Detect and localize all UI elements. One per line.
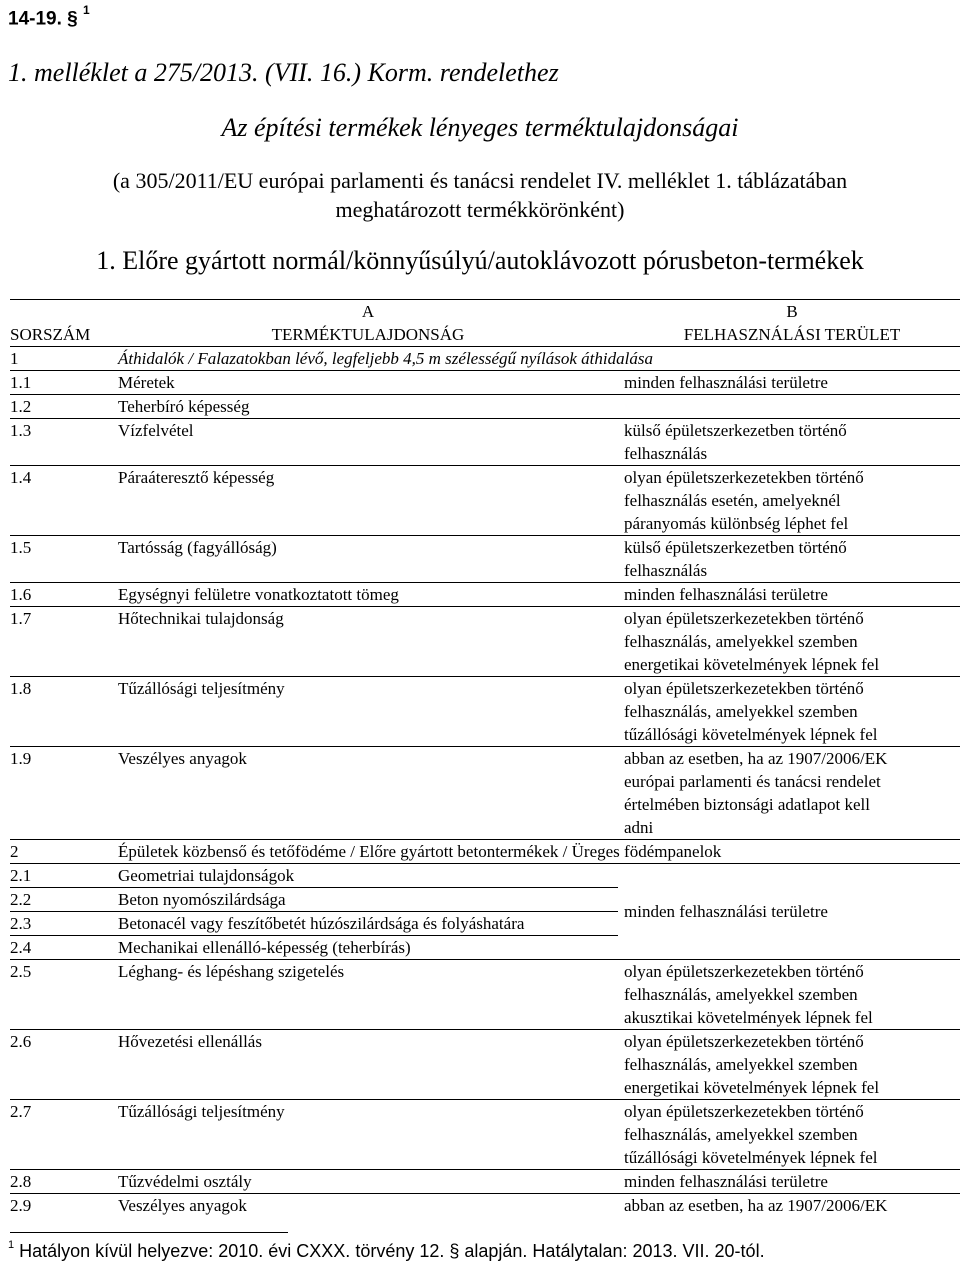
footnote-ref[interactable]: 1 <box>83 3 90 17</box>
row-number: 2.7 <box>10 1100 118 1170</box>
row-property: Méretek <box>118 371 618 395</box>
table-row <box>10 1194 960 1218</box>
section-number: 14-19. § $^1$ <box>8 3 90 30</box>
row-property: Geometriai tulajdonságok <box>118 864 618 888</box>
row-use: minden felhasználási területre <box>618 1170 960 1194</box>
row-property: Veszélyes anyagok <box>118 747 618 840</box>
row-number: 1.6 <box>10 583 118 607</box>
row-property: Teherbíró képesség <box>118 395 618 419</box>
row-use: abban az esetben, ha az 1907/2006/EK <box>618 1194 960 1218</box>
table-row <box>10 960 960 1030</box>
footnote <box>8 1241 765 1262</box>
row-use: olyan épületszerkezetekben történő felhasználás, amelyekkel szemben tűzállósági követelmények lépnek fel <box>618 677 960 747</box>
row-property: Tűzvédelmi osztály <box>118 1170 618 1194</box>
subtitle-line-2: meghatározott termékkörönként) <box>335 197 625 222</box>
subtitle-line-1: (a 305/2011/EU európai parlamenti és tanácsi rendelet IV. melléklet 1. táblázatában <box>112 168 848 193</box>
row-use: külső épületszerkezetben történő felhasználás <box>618 536 960 583</box>
section-title: 1. Előre gyártott normál/könnyűsúlyú/autoklávozott pórusbeton-termékek <box>96 246 864 275</box>
footnote-divider <box>10 1232 288 1233</box>
row-property: Vízfelvétel <box>118 419 618 466</box>
row-use: minden felhasználási területre <box>618 371 960 395</box>
row-property: Hővezetési ellenállás <box>118 1030 618 1100</box>
row-property: Páraáteresztő képesség <box>118 466 618 536</box>
column-letter: B <box>618 300 960 324</box>
row-number: 2.6 <box>10 1030 118 1100</box>
table-row <box>10 466 960 536</box>
row-number: 2.9 <box>10 1194 118 1218</box>
column-letter: A <box>118 300 618 324</box>
group-number: 2 <box>10 840 118 864</box>
table-row <box>10 583 960 607</box>
row-number: 1.4 <box>10 466 118 536</box>
column-letter <box>10 300 118 324</box>
group-title: Épületek közbenső és tetőfödéme / Előre gyártott betontermékek / Üreges födémpanelok <box>118 840 960 864</box>
row-use: olyan épületszerkezetekben történő felhasználás, amelyekkel szemben energetikai követelmények lépnek fel <box>618 607 960 677</box>
row-number: 1.8 <box>10 677 118 747</box>
row-use: olyan épületszerkezetekben történő felhasználás, amelyekkel szemben akusztikai követelmények lépnek fel <box>618 960 960 1030</box>
row-number: 2.5 <box>10 960 118 1030</box>
row-property: Betonacél vagy feszítőbetét húzószilárdsága és folyáshatára <box>118 912 618 936</box>
row-number: 1.3 <box>10 419 118 466</box>
group-row <box>10 840 960 864</box>
table-row <box>10 371 960 395</box>
annex-heading: 1. melléklet a 275/2013. (VII. 16.) Korm. rendelethez <box>8 58 559 87</box>
row-use: minden felhasználási területre <box>618 583 960 607</box>
column-letter-row <box>10 300 960 324</box>
row-use: olyan épületszerkezetekben történő felhasználás esetén, amelyeknél páranyomás különbség léphet fel <box>618 466 960 536</box>
row-number: 1.9 <box>10 747 118 840</box>
group-row <box>10 347 960 371</box>
row-number: 2.4 <box>10 936 118 960</box>
row-number: 1.2 <box>10 395 118 419</box>
footnote-text: Hatályon kívül helyezve: 2010. évi CXXX. törvény 12. § alapján. Hatálytalan: 2013. VII. 20-tól. <box>19 1241 765 1261</box>
table-row <box>10 1170 960 1194</box>
row-use: abban az esetben, ha az 1907/2006/EK európai parlamenti és tanácsi rendelet értelmében biztonsági adatlapot kell adni <box>618 747 960 840</box>
row-number: 1.7 <box>10 607 118 677</box>
row-property: Mechanikai ellenálló-képesség (teherbírás) <box>118 936 618 960</box>
row-property: Veszélyes anyagok <box>118 1194 618 1218</box>
row-number: 2.8 <box>10 1170 118 1194</box>
row-number: 1.1 <box>10 371 118 395</box>
group-number: 1 <box>10 347 118 371</box>
table-row <box>10 419 960 466</box>
column-header-row <box>10 323 960 347</box>
row-number: 2.1 <box>10 864 118 888</box>
row-use: minden felhasználási területre <box>618 864 960 960</box>
row-use: külső épületszerkezetben történő felhasználás <box>618 419 960 466</box>
row-use: olyan épületszerkezetekben történő felhasználás, amelyekkel szemben energetikai követelmények lépnek fel <box>618 1030 960 1100</box>
row-number: 2.3 <box>10 912 118 936</box>
row-property: Léghang- és lépéshang szigetelés <box>118 960 618 1030</box>
row-property: Hőtechnikai tulajdonság <box>118 607 618 677</box>
table-row <box>10 1030 960 1100</box>
table-row <box>10 677 960 747</box>
table-row <box>10 864 960 888</box>
row-property: Tartósság (fagyállóság) <box>118 536 618 583</box>
row-number: 2.2 <box>10 888 118 912</box>
row-property: Egységnyi felületre vonatkoztatott tömeg <box>118 583 618 607</box>
row-number: 1.5 <box>10 536 118 583</box>
footnote-marker: 1 <box>8 1239 15 1251</box>
column-header: SORSZÁM <box>10 325 91 344</box>
row-property: Tűzállósági teljesítmény <box>118 1100 618 1170</box>
column-header: TERMÉKTULAJDONSÁG <box>271 325 465 344</box>
row-property: Tűzállósági teljesítmény <box>118 677 618 747</box>
column-header: FELHASZNÁLÁSI TERÜLET <box>683 325 901 344</box>
table-row <box>10 536 960 583</box>
properties-table <box>10 299 960 1217</box>
row-property: Beton nyomószilárdsága <box>118 888 618 912</box>
row-use <box>618 395 960 419</box>
page-title: Az építési termékek lényeges terméktulajdonságai <box>221 113 739 142</box>
table-row <box>10 1100 960 1170</box>
group-title: Áthidalók / Falazatokban lévő, legfeljebb 4,5 m szélességű nyílások áthidalása <box>118 347 960 371</box>
table-row <box>10 607 960 677</box>
table-row <box>10 747 960 840</box>
table-row <box>10 395 960 419</box>
row-use: olyan épületszerkezetekben történő felhasználás, amelyekkel szemben tűzállósági követelmények lépnek fel <box>618 1100 960 1170</box>
